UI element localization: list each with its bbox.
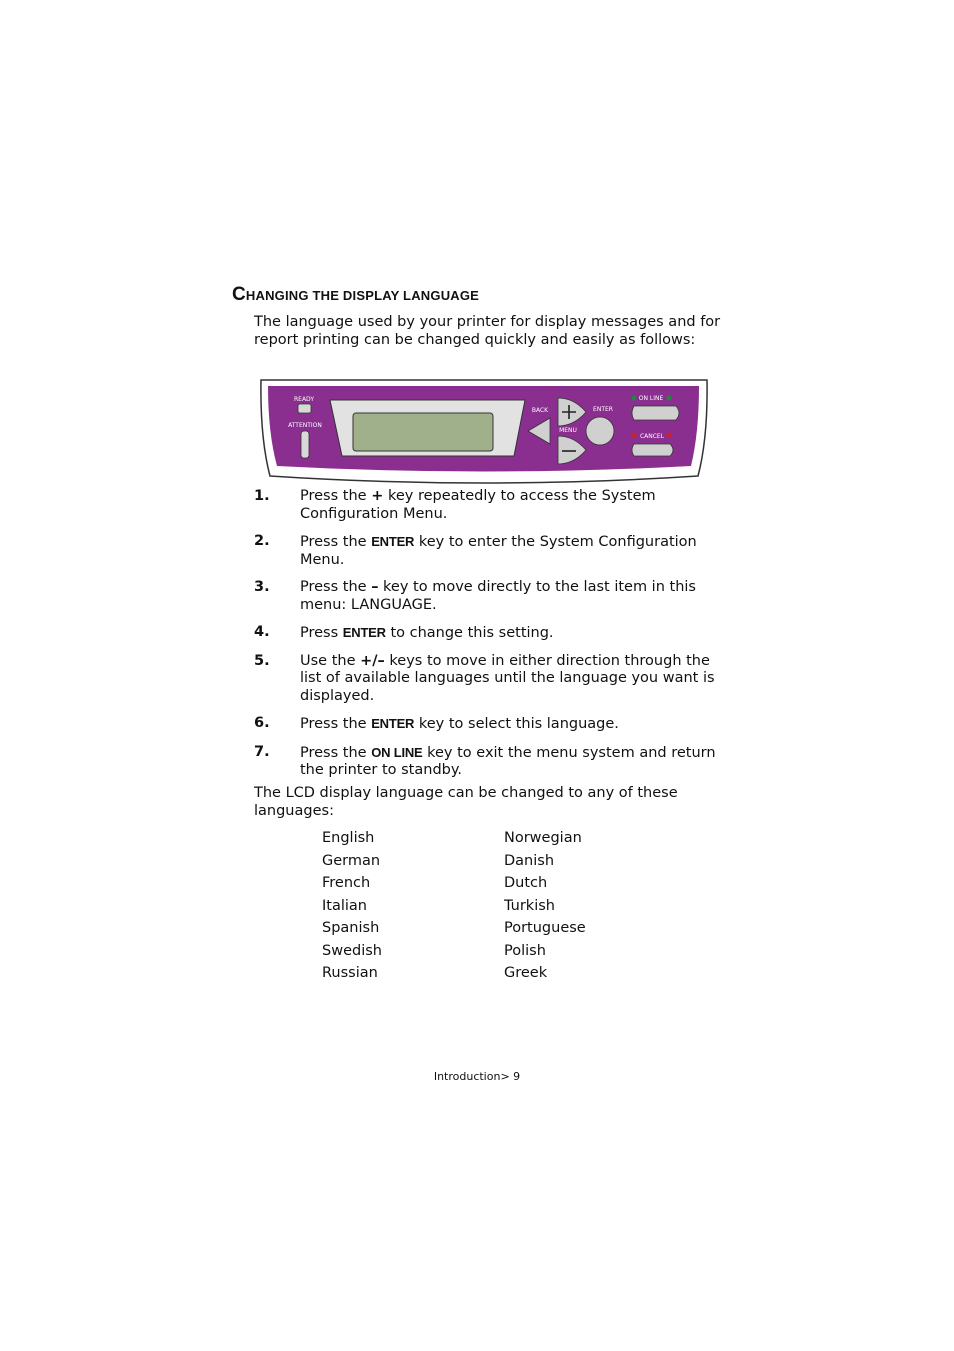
- step-item: [254, 715, 734, 734]
- online-button: [632, 406, 679, 420]
- language-list: [322, 827, 652, 985]
- language-name: Norwegian: [504, 830, 582, 846]
- step-number: 4.: [254, 624, 270, 640]
- step-text: Press the ON LINE key to exit the menu system and return the printer to standby.: [300, 744, 716, 778]
- online-label: ON LINE: [638, 395, 664, 402]
- language-name: Russian: [322, 965, 378, 981]
- step-number: 2.: [254, 533, 270, 549]
- online-led-left: [632, 396, 637, 401]
- ready-label: READY: [293, 396, 315, 403]
- language-name: Italian: [322, 897, 367, 914]
- list-item: [322, 872, 652, 895]
- list-item: [322, 850, 652, 873]
- menu-label: MENU: [559, 427, 577, 434]
- language-name: French: [322, 875, 371, 891]
- language-name: Danish: [504, 852, 555, 869]
- language-name: Swedish: [322, 942, 382, 959]
- language-name: Spanish: [322, 920, 380, 936]
- control-panel-svg: [258, 378, 710, 484]
- step-number: 6.: [254, 715, 270, 731]
- step-item: [254, 579, 734, 614]
- list-item: [322, 895, 652, 918]
- list-item: [322, 962, 652, 985]
- cancel-button: [632, 444, 673, 456]
- attention-indicator: [301, 431, 309, 458]
- online-led-right: [667, 396, 672, 401]
- language-name: Dutch: [504, 875, 548, 891]
- key-name: ENTER: [342, 625, 386, 640]
- heading-initial: C: [232, 284, 246, 305]
- cancel-label: CANCEL: [639, 433, 665, 440]
- step-text: Press the ENTER key to enter the System Configuration Menu.: [300, 534, 697, 568]
- enter-button: [586, 417, 614, 445]
- heading-rest: HANGING THE DISPLAY LANGUAGE: [245, 288, 480, 303]
- cancel-led-right: [667, 433, 672, 438]
- step-item: [254, 744, 734, 780]
- key-name: +: [371, 488, 384, 504]
- key-name: ENTER: [371, 534, 415, 549]
- step-text: Use the +/– keys to move in either direction through the list of available languages until the language you want is displayed.: [300, 652, 715, 704]
- list-item: [322, 917, 652, 940]
- list-item: [322, 827, 652, 850]
- language-name: Greek: [504, 965, 548, 981]
- ready-indicator: [298, 404, 311, 413]
- section-heading: [232, 284, 479, 306]
- key-name: +/–: [360, 652, 385, 669]
- language-name: German: [322, 852, 381, 869]
- back-label: BACK: [531, 407, 549, 414]
- step-item: [254, 624, 734, 643]
- printer-control-panel-illustration: [258, 378, 710, 484]
- key-name: ON LINE: [371, 744, 423, 760]
- enter-label: ENTER: [593, 406, 613, 413]
- language-name: Portuguese: [504, 920, 586, 936]
- language-name: Turkish: [504, 897, 555, 914]
- lcd-screen: [353, 413, 493, 451]
- step-item: [254, 488, 734, 523]
- cancel-led-left: [632, 433, 637, 438]
- step-text: Press ENTER to change this setting.: [300, 625, 554, 641]
- step-number: 5.: [254, 652, 270, 669]
- key-name: –: [371, 579, 379, 595]
- language-name: Polish: [504, 942, 546, 959]
- step-text: Press the – key to move directly to the last item in this menu: LANGUAGE.: [300, 579, 696, 613]
- step-text: Press the ENTER key to select this language.: [300, 716, 619, 732]
- outro-paragraph: The LCD display language can be changed to any of these languages:: [254, 785, 678, 819]
- language-name: English: [322, 830, 375, 846]
- step-number: 1.: [254, 488, 270, 504]
- step-item: [254, 533, 734, 569]
- list-item: [322, 940, 652, 963]
- intro-paragraph: The language used by your printer for display messages and for report printing can be changed quickly and easily as follows:: [254, 314, 721, 348]
- attention-label: ATTENTION: [288, 422, 322, 429]
- instruction-steps: [254, 488, 734, 790]
- step-text: Press the + key repeatedly to access the System Configuration Menu.: [300, 488, 656, 522]
- key-name: ENTER: [371, 716, 415, 731]
- step-item: [254, 653, 734, 706]
- page-footer: Introduction> 9: [433, 1070, 521, 1083]
- step-number: 7.: [254, 743, 270, 760]
- step-number: 3.: [254, 579, 270, 595]
